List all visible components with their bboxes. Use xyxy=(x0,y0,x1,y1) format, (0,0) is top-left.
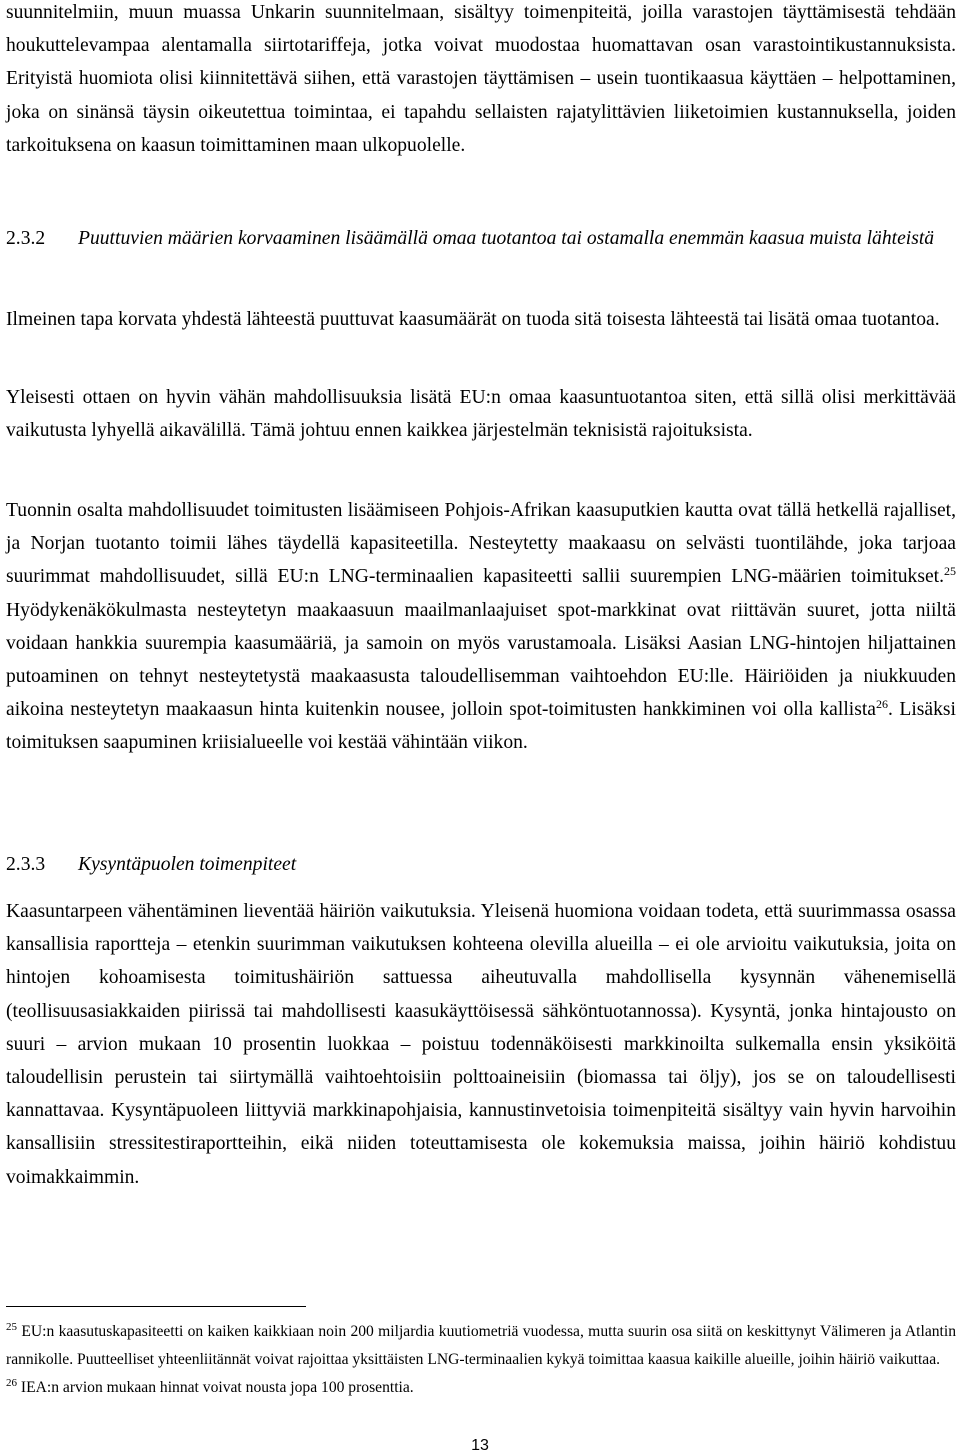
paragraph-text-part: . Lisäksi toimituksen saapuminen kriisialueelle voi kestää vähintään viikon. xyxy=(6,699,956,754)
footnote-reference-26[interactable]: 26 xyxy=(875,697,888,712)
body-paragraph: Kaasuntarpeen vähentäminen lieventää häiriön vaikutuksia. Yleisenä huomiona voidaan todeta, että suurimmassa osassa kansallisia raportteja – etenkin suurimman vaikutuksen kohteena olevilla alueilla – ei ole arvioitu vaikutuksia, joita on hintojen kohoamisesta toimitushäiriön sattuessa aiheutuvalla mahdollisella kysynnän vähenemisellä (teollisuusasiakkaiden piirissä tai mahdollisesti kaasukäyttöisessä sähköntuotannossa). Kysyntä, jonka hintajousto on suuri – arvion mukaan 10 prosentin luokkaa – poistuu todennäköisesti markkinoilta sulkemalla ensin yksiköitä taloudellisin perustein tai siirtymällä vaihtoehtoisiin polttoaineisiin (biomassa tai öljy), jos se on taloudellisesti kannattavaa. Kysyntäpuoleen liittyviä markkinapohjaisia, kannustinvetoisia toimenpiteitä sisältyy vain hyvin harvoihin kansallisiin stressitestiraportteihin, eikä niiden toteuttamisesta ole kokemuksia maissa, joihin häiriö kohdistuu voimakkaimmin. xyxy=(6,901,956,1188)
paragraph-text-part: Tuonnin osalta mahdollisuudet toimitusten lisäämiseen Pohjois-Afrikan kaasuputkien kautta ovat tällä hetkellä rajalliset, ja Norjan tuotanto toimii lähes täydellä kapasiteetilla. Nesteytetty maakaasu on selvästi tuontilähde, joka tarjoaa suurimmat mahdollisuudet, sillä EU:n LNG-terminaalien kapasiteetti sallii suurempien LNG-määrien toimitukset. xyxy=(6,500,956,588)
footnote-separator xyxy=(6,1306,306,1307)
section-2-3-3-paragraph-1-block xyxy=(6,895,956,1194)
section-title: Puuttuvien määrien korvaaminen lisäämällä omaa tuotantoa tai ostamalla enemmän kaasua muista lähteistä xyxy=(78,228,935,249)
footnote-mark: 25 xyxy=(6,1321,17,1333)
body-paragraph: Ilmeinen tapa korvata yhdestä lähteestä puuttuvat kaasumäärät on tuoda sitä toisesta lähteestä tai lisätä omaa tuotantoa. xyxy=(6,309,940,330)
footnote-mark: 26 xyxy=(6,1377,17,1389)
footnotes xyxy=(6,1318,956,1402)
section-2-3-2-paragraph-3-block xyxy=(6,494,956,760)
page-number: 13 xyxy=(471,1437,489,1454)
footnote-reference-25[interactable]: 25 xyxy=(944,564,956,579)
section-2-3-2-paragraph-2-block xyxy=(6,381,956,447)
paragraph-text-part: Hyödykenäkökulmasta nesteytetyn maakaasuun maailmanlaajuiset spot-markkinat ovat riittävän suuret, jotta niiltä voidaan hankkia suurempia kaasumääriä, ja samoin on myös varustamoala. Lisäksi Aasian LNG-hintojen hiljattainen putoaminen on tehnyt nesteytetystä maakaasusta taloudellisemman vaihtoehdon EU:lle. Häiriöiden ja niukkuuden aikoina nesteytetyn maakaasun hinta kuitenkin nousee, jolloin spot-toimitusten hankkiminen voi olla kallista xyxy=(6,599,956,721)
section-number: 2.3.3 xyxy=(6,854,46,875)
section-number: 2.3.2 xyxy=(6,228,46,249)
body-paragraph-with-footnotes xyxy=(6,494,956,760)
footnote-text: IEA:n arvion mukaan hinnat voivat nousta jopa 100 prosenttia. xyxy=(20,1379,414,1396)
section-2-3-3-heading xyxy=(6,848,956,881)
section-2-3-2-heading xyxy=(6,222,956,255)
intro-paragraph: suunnitelmiin, muun muassa Unkarin suunnitelmaan, sisältyy toimenpiteitä, joilla varastojen täyttämisestä tehdään houkuttelevampaa alentamalla siirtotariffeja, jotka voivat muodostaa huomattavan osan varastointikustannuksista. Erityistä huomiota olisi kiinnitettävä siihen, että varastojen täyttämisen – usein tuontikaasua käyttäen – helpottaminen, joka on sinänsä täysin oikeutettua toimintaa, ei tapahdu sellaisten rajatylittävien liiketoimien kustannuksella, joiden tarkoituksena on kaasun toimittaminen maan ulkopuolelle. xyxy=(6,2,956,156)
intro-paragraph-block xyxy=(6,0,956,162)
footnote-25 xyxy=(6,1318,956,1374)
footnote-text: EU:n kaasutuskapasiteetti on kaiken kaikkiaan noin 200 miljardia kuutiometriä vuodessa, mutta suurin osa siitä on keskittynyt Välimeren ja Atlantin rannikolle. Puutteelliset yhteenliitännät voivat rajoittaa yksittäisten LNG-terminaalien kykyä toimittaa kaasua kaikille alueille, joihin häiriö vaikuttaa. xyxy=(6,1323,957,1368)
footnote-26 xyxy=(6,1374,956,1402)
section-title: Kysyntäpuolen toimenpiteet xyxy=(78,854,297,875)
section-2-3-2-paragraph-1-block xyxy=(6,303,956,336)
body-paragraph: Yleisesti ottaen on hyvin vähän mahdollisuuksia lisätä EU:n omaa kaasuntuotantoa siten, että sillä olisi merkittävää vaikutusta lyhyellä aikavälillä. Tämä johtuu ennen kaikkea järjestelmän teknisistä rajoituksista. xyxy=(6,387,956,442)
